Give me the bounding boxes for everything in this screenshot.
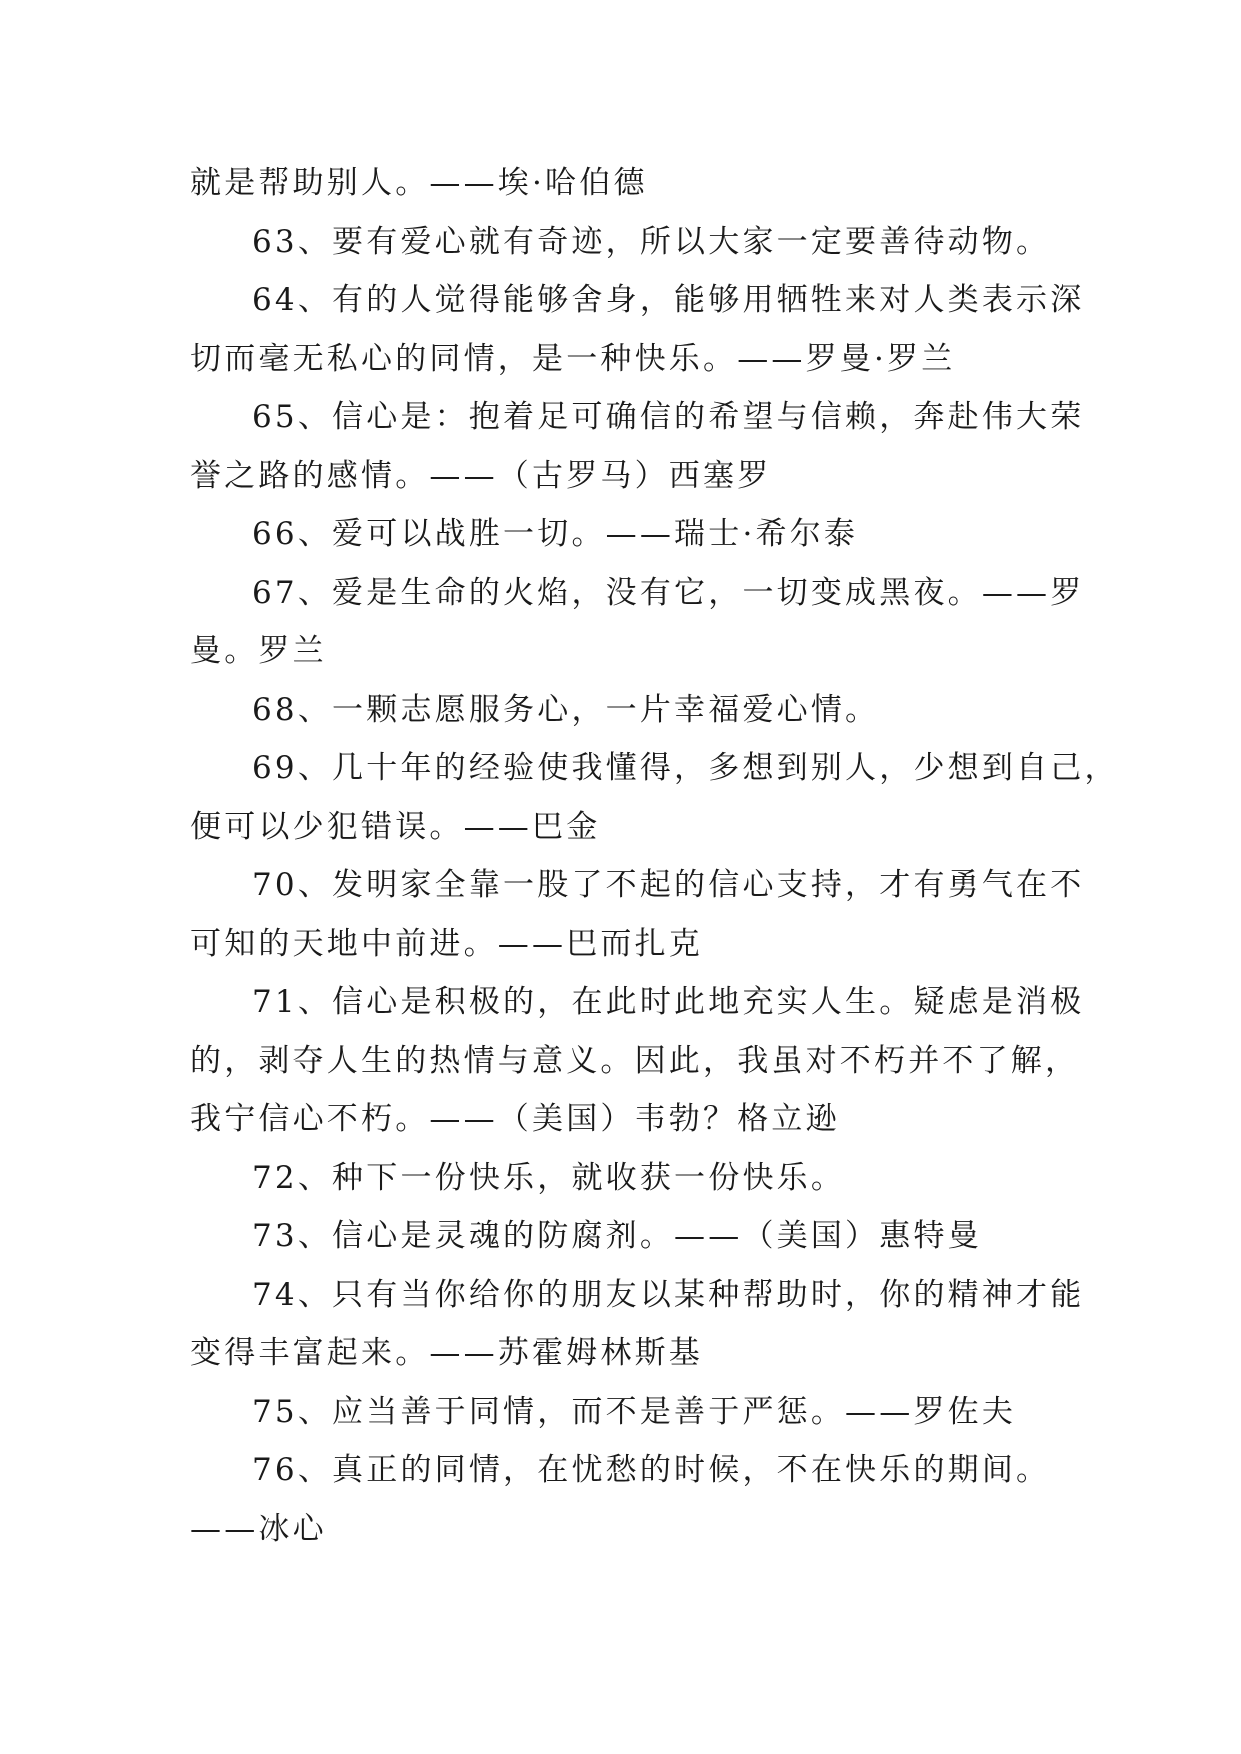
text-line: 的，剥夺人生的热情与意义。因此，我虽对不朽并不了解，	[190, 1042, 1080, 1079]
text-line: 72、种下一份快乐，就收获一份快乐。	[252, 1159, 846, 1196]
text-line: 可知的天地中前进。——巴而扎克	[190, 925, 703, 962]
text-line: 74、只有当你给你的朋友以某种帮助时，你的精神才能	[252, 1276, 1085, 1313]
text-line: 66、爱可以战胜一切。——瑞士·希尔泰	[252, 516, 859, 552]
text-line: 就是帮助别人。——埃·哈伯德	[190, 165, 648, 201]
text-line: 67、爱是生命的火焰，没有它，一切变成黑夜。——罗	[252, 574, 1085, 611]
text-line: 誉之路的感情。——（古罗马）西塞罗	[190, 457, 772, 494]
text-line: 65、信心是：抱着足可确信的希望与信赖，奔赴伟大荣	[252, 399, 1085, 435]
text-line: 71、信心是积极的，在此时此地充实人生。疑虑是消极	[252, 984, 1085, 1020]
text-line: 切而毫无私心的同情，是一种快乐。——罗曼·罗兰	[190, 340, 956, 377]
text-line: 76、真正的同情，在忧愁的时候，不在快乐的期间。	[252, 1452, 1051, 1488]
text-line: 68、一颗志愿服务心，一片幸福爱心情。	[252, 691, 880, 728]
text-line: 变得丰富起来。——苏霍姆林斯基	[190, 1335, 703, 1371]
document-body	[190, 154, 1119, 1558]
text-line: ——冰心	[190, 1510, 327, 1547]
text-line: 我宁信心不朽。——（美国）韦勃？格立逊	[190, 1101, 840, 1137]
text-line: 69、几十年的经验使我懂得，多想到别人，少想到自己，	[252, 750, 1119, 786]
text-line: 73、信心是灵魂的防腐剂。——（美国）惠特曼	[252, 1218, 982, 1254]
text-line: 63、要有爱心就有奇迹，所以大家一定要善待动物。	[252, 223, 1051, 260]
text-line: 75、应当善于同情，而不是善于严惩。——罗佐夫	[252, 1393, 1017, 1430]
text-line: 70、发明家全靠一股了不起的信心支持，才有勇气在不	[252, 867, 1085, 903]
text-line: 便可以少犯错误。——巴金	[190, 808, 601, 845]
text-line: 64、有的人觉得能够舍身，能够用牺牲来对人类表示深	[252, 282, 1085, 318]
text-line: 曼。罗兰	[190, 633, 327, 669]
